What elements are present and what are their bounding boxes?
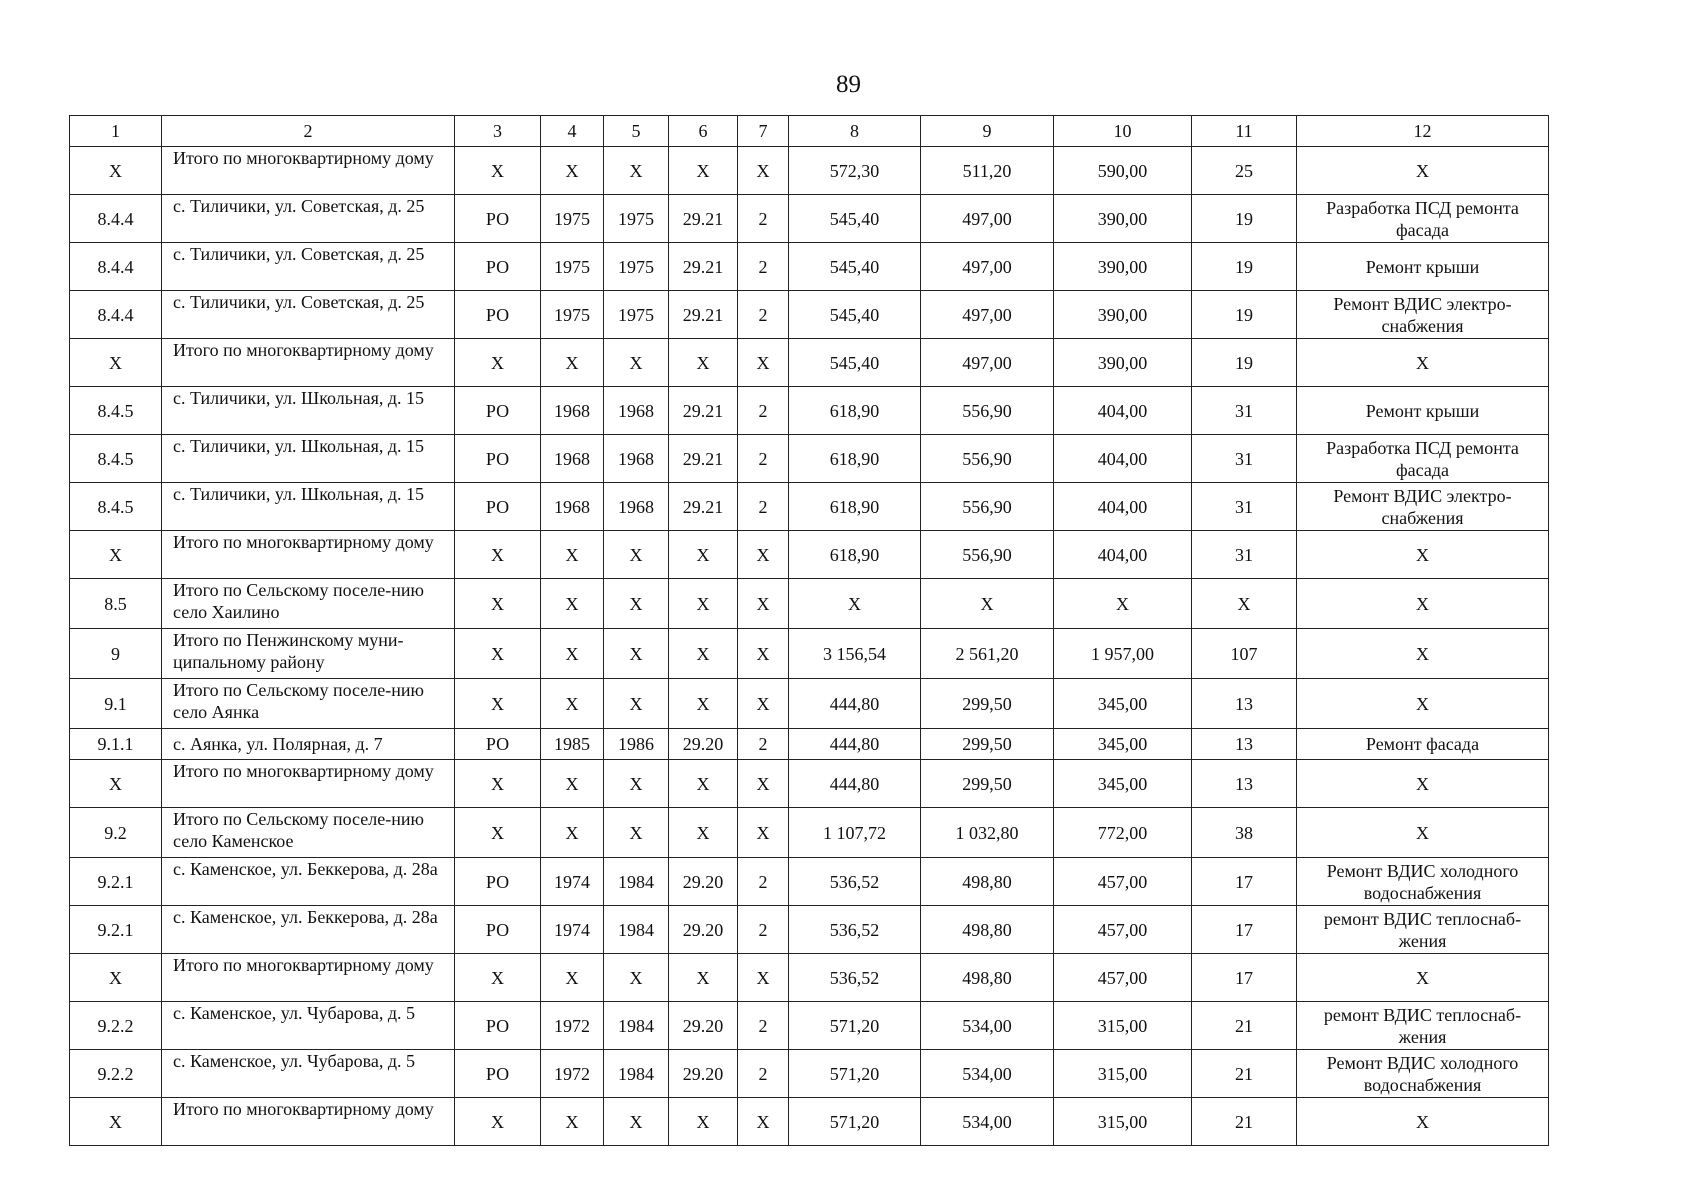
table-cell-col-6: Х: [669, 147, 738, 195]
table-cell-col-6: Х: [669, 679, 738, 729]
table-cell-col-4: 1975: [541, 243, 604, 291]
table-cell-col-10: 772,00: [1054, 808, 1192, 858]
table-cell-col-3: РО: [455, 291, 541, 339]
table-cell-col-7: 2: [738, 387, 789, 435]
table-cell-col-7: Х: [738, 629, 789, 679]
table-cell-col-2: Итого по многоквартирному дому: [162, 760, 455, 808]
table-cell-col-2: с. Тиличики, ул. Школьная, д. 15: [162, 483, 455, 531]
table-cell-col-1: 9.2: [70, 808, 162, 858]
header-cell-col-2: 2: [162, 116, 455, 147]
table-cell-col-10: 404,00: [1054, 387, 1192, 435]
table-cell-col-5: 1968: [604, 435, 669, 483]
table-cell-col-8: 572,30: [789, 147, 921, 195]
table-cell-col-12: Х: [1297, 954, 1549, 1002]
table-cell-col-10: 315,00: [1054, 1098, 1192, 1146]
table-cell-col-6: Х: [669, 954, 738, 1002]
table-cell-col-1: 8.4.5: [70, 483, 162, 531]
table-cell-col-1: 8.4.5: [70, 387, 162, 435]
table-cell-col-8: 571,20: [789, 1050, 921, 1098]
table-cell-col-5: Х: [604, 579, 669, 629]
table-row: [70, 906, 1549, 954]
table-cell-col-4: Х: [541, 954, 604, 1002]
table-cell-col-3: РО: [455, 195, 541, 243]
table-cell-col-9: 2 561,20: [921, 629, 1054, 679]
table-cell-col-1: 9.2.2: [70, 1050, 162, 1098]
table-cell-col-7: Х: [738, 760, 789, 808]
table-cell-col-4: Х: [541, 679, 604, 729]
table-cell-col-2: Итого по многоквартирному дому: [162, 1098, 455, 1146]
table-cell-col-5: 1986: [604, 729, 669, 760]
table-cell-col-11: 17: [1192, 858, 1297, 906]
table-cell-col-12: Ремонт ВДИС холодного водоснабжения: [1297, 858, 1549, 906]
table-cell-col-2: с. Тиличики, ул. Советская, д. 25: [162, 195, 455, 243]
table-cell-col-12: Ремонт крыши: [1297, 387, 1549, 435]
table-cell-col-2: Итого по многоквартирному дому: [162, 339, 455, 387]
table-cell-col-10: 404,00: [1054, 531, 1192, 579]
table-cell-col-9: 497,00: [921, 243, 1054, 291]
table-row: [70, 483, 1549, 531]
table-cell-col-7: Х: [738, 1098, 789, 1146]
table-cell-col-7: Х: [738, 679, 789, 729]
table-cell-col-5: 1984: [604, 858, 669, 906]
table-cell-col-4: 1974: [541, 906, 604, 954]
table-cell-col-8: 536,52: [789, 858, 921, 906]
table-cell-col-7: Х: [738, 531, 789, 579]
table-cell-col-2: Итого по Пенжинскому муни-ципальному району: [162, 629, 455, 679]
table-cell-col-4: 1975: [541, 195, 604, 243]
table-cell-col-8: 618,90: [789, 387, 921, 435]
table-cell-col-5: Х: [604, 531, 669, 579]
table-cell-col-12: Ремонт ВДИС холодного водоснабжения: [1297, 1050, 1549, 1098]
table-cell-col-10: 390,00: [1054, 243, 1192, 291]
table-cell-col-11: 17: [1192, 906, 1297, 954]
table-cell-col-6: 29.21: [669, 195, 738, 243]
table-cell-col-11: 13: [1192, 729, 1297, 760]
table-cell-col-1: 8.4.5: [70, 435, 162, 483]
table-cell-col-3: РО: [455, 483, 541, 531]
table-cell-col-6: 29.20: [669, 1050, 738, 1098]
table-cell-col-12: Ремонт ВДИС электро-снабжения: [1297, 483, 1549, 531]
table-cell-col-6: Х: [669, 760, 738, 808]
table-cell-col-6: 29.20: [669, 1002, 738, 1050]
table-row: [70, 195, 1549, 243]
table-cell-col-5: Х: [604, 760, 669, 808]
table-cell-col-12: Х: [1297, 760, 1549, 808]
table-row: [70, 387, 1549, 435]
table-cell-col-7: 2: [738, 1002, 789, 1050]
table-row: [70, 1002, 1549, 1050]
table-cell-col-4: Х: [541, 1098, 604, 1146]
table-cell-col-10: 345,00: [1054, 760, 1192, 808]
table-cell-col-8: 536,52: [789, 954, 921, 1002]
table-cell-col-3: Х: [455, 808, 541, 858]
table-cell-col-4: Х: [541, 147, 604, 195]
table-cell-col-5: 1984: [604, 1050, 669, 1098]
table-cell-col-12: ремонт ВДИС теплоснаб-жения: [1297, 906, 1549, 954]
header-cell-col-7: 7: [738, 116, 789, 147]
table-cell-col-3: РО: [455, 1002, 541, 1050]
table-cell-col-7: Х: [738, 147, 789, 195]
table-cell-col-9: 534,00: [921, 1050, 1054, 1098]
table-cell-col-3: РО: [455, 906, 541, 954]
table-cell-col-10: 315,00: [1054, 1050, 1192, 1098]
table-row: [70, 435, 1549, 483]
table-cell-col-12: Ремонт крыши: [1297, 243, 1549, 291]
table-cell-col-2: с. Тиличики, ул. Советская, д. 25: [162, 291, 455, 339]
table-cell-col-11: 19: [1192, 291, 1297, 339]
table-row: [70, 531, 1549, 579]
table-cell-col-9: 498,80: [921, 954, 1054, 1002]
table-cell-col-5: 1975: [604, 291, 669, 339]
table-cell-col-3: Х: [455, 760, 541, 808]
table-row: [70, 1098, 1549, 1146]
table-cell-col-4: 1974: [541, 858, 604, 906]
table-cell-col-7: Х: [738, 339, 789, 387]
table-cell-col-12: Х: [1297, 1098, 1549, 1146]
table-cell-col-9: 299,50: [921, 760, 1054, 808]
table-cell-col-12: Х: [1297, 629, 1549, 679]
table-cell-col-2: Итого по Сельскому поселе-нию село Аянка: [162, 679, 455, 729]
table-cell-col-10: 404,00: [1054, 483, 1192, 531]
table-cell-col-7: 2: [738, 195, 789, 243]
table-cell-col-11: 31: [1192, 483, 1297, 531]
table-cell-col-12: Х: [1297, 147, 1549, 195]
table-cell-col-10: 457,00: [1054, 954, 1192, 1002]
table-cell-col-6: Х: [669, 579, 738, 629]
table-cell-col-9: 556,90: [921, 435, 1054, 483]
table-cell-col-1: Х: [70, 339, 162, 387]
table-cell-col-9: 497,00: [921, 195, 1054, 243]
table-cell-col-10: 315,00: [1054, 1002, 1192, 1050]
table-cell-col-6: Х: [669, 531, 738, 579]
table-cell-col-12: Х: [1297, 679, 1549, 729]
table-cell-col-11: 21: [1192, 1098, 1297, 1146]
table-row: [70, 147, 1549, 195]
table-cell-col-10: 1 957,00: [1054, 629, 1192, 679]
table-cell-col-12: Ремонт ВДИС электро-снабжения: [1297, 291, 1549, 339]
table-cell-col-8: 571,20: [789, 1098, 921, 1146]
table-cell-col-6: 29.20: [669, 906, 738, 954]
table-cell-col-12: Разработка ПСД ремонта фасада: [1297, 435, 1549, 483]
table-cell-col-8: 1 107,72: [789, 808, 921, 858]
table-cell-col-7: 2: [738, 243, 789, 291]
table-cell-col-9: 299,50: [921, 729, 1054, 760]
table-cell-col-7: 2: [738, 729, 789, 760]
table-cell-col-11: 21: [1192, 1050, 1297, 1098]
table-cell-col-5: 1984: [604, 906, 669, 954]
table-cell-col-1: 8.5: [70, 579, 162, 629]
table-cell-col-10: 404,00: [1054, 435, 1192, 483]
table-cell-col-11: Х: [1192, 579, 1297, 629]
table-cell-col-11: 21: [1192, 1002, 1297, 1050]
table-cell-col-9: 556,90: [921, 531, 1054, 579]
table-cell-col-5: 1975: [604, 243, 669, 291]
table-cell-col-6: 29.21: [669, 387, 738, 435]
table-cell-col-7: 2: [738, 1050, 789, 1098]
table-cell-col-6: Х: [669, 1098, 738, 1146]
table-cell-col-9: 556,90: [921, 483, 1054, 531]
data-table: [69, 115, 1549, 1146]
table-cell-col-3: Х: [455, 1098, 541, 1146]
table-cell-col-12: Х: [1297, 339, 1549, 387]
table-cell-col-9: 1 032,80: [921, 808, 1054, 858]
table-cell-col-7: Х: [738, 579, 789, 629]
table-cell-col-9: 498,80: [921, 858, 1054, 906]
table-cell-col-2: с. Тиличики, ул. Школьная, д. 15: [162, 435, 455, 483]
table-cell-col-8: 545,40: [789, 339, 921, 387]
table-row: [70, 808, 1549, 858]
table-cell-col-1: Х: [70, 760, 162, 808]
header-cell-col-1: 1: [70, 116, 162, 147]
table-cell-col-8: 545,40: [789, 291, 921, 339]
table-cell-col-6: 29.21: [669, 483, 738, 531]
table-cell-col-2: Итого по многоквартирному дому: [162, 531, 455, 579]
table-row: [70, 579, 1549, 629]
table-cell-col-11: 13: [1192, 679, 1297, 729]
table-cell-col-10: 457,00: [1054, 858, 1192, 906]
table-cell-col-2: с. Тиличики, ул. Школьная, д. 15: [162, 387, 455, 435]
table-cell-col-3: Х: [455, 679, 541, 729]
table-cell-col-6: 29.20: [669, 858, 738, 906]
table-row: [70, 858, 1549, 906]
table-cell-col-11: 17: [1192, 954, 1297, 1002]
table-cell-col-10: Х: [1054, 579, 1192, 629]
table-cell-col-1: Х: [70, 954, 162, 1002]
table-cell-col-9: Х: [921, 579, 1054, 629]
table-cell-col-12: Х: [1297, 579, 1549, 629]
table-row: [70, 629, 1549, 679]
table-cell-col-1: 8.4.4: [70, 195, 162, 243]
table-cell-col-5: 1984: [604, 1002, 669, 1050]
table-cell-col-8: 536,52: [789, 906, 921, 954]
table-cell-col-3: Х: [455, 147, 541, 195]
table-cell-col-8: 618,90: [789, 483, 921, 531]
header-cell-col-9: 9: [921, 116, 1054, 147]
table-cell-col-2: Итого по многоквартирному дому: [162, 954, 455, 1002]
table-cell-col-11: 31: [1192, 531, 1297, 579]
table-cell-col-4: Х: [541, 808, 604, 858]
table-cell-col-8: 3 156,54: [789, 629, 921, 679]
table-cell-col-9: 498,80: [921, 906, 1054, 954]
header-cell-col-10: 10: [1054, 116, 1192, 147]
table-cell-col-1: 9: [70, 629, 162, 679]
table-cell-col-10: 457,00: [1054, 906, 1192, 954]
table-cell-col-1: Х: [70, 531, 162, 579]
table-cell-col-11: 19: [1192, 339, 1297, 387]
table-cell-col-3: РО: [455, 435, 541, 483]
table-row: [70, 243, 1549, 291]
header-cell-col-5: 5: [604, 116, 669, 147]
table-cell-col-8: 444,80: [789, 760, 921, 808]
table-cell-col-6: 29.21: [669, 435, 738, 483]
table-cell-col-12: Разработка ПСД ремонта фасада: [1297, 195, 1549, 243]
table-cell-col-4: 1972: [541, 1050, 604, 1098]
table-cell-col-6: Х: [669, 808, 738, 858]
table-cell-col-1: Х: [70, 1098, 162, 1146]
table-cell-col-1: 9.2.1: [70, 906, 162, 954]
table-cell-col-2: с. Каменское, ул. Чубарова, д. 5: [162, 1002, 455, 1050]
table-cell-col-7: 2: [738, 435, 789, 483]
table-row: [70, 954, 1549, 1002]
table-cell-col-4: 1968: [541, 435, 604, 483]
table-cell-col-4: Х: [541, 760, 604, 808]
table-cell-col-1: 8.4.4: [70, 291, 162, 339]
table-cell-col-5: Х: [604, 679, 669, 729]
table-cell-col-2: с. Каменское, ул. Беккерова, д. 28а: [162, 858, 455, 906]
table-cell-col-1: 9.1.1: [70, 729, 162, 760]
table-cell-col-10: 390,00: [1054, 195, 1192, 243]
table-cell-col-9: 497,00: [921, 291, 1054, 339]
table-cell-col-9: 534,00: [921, 1098, 1054, 1146]
table-row: [70, 291, 1549, 339]
table-cell-col-5: Х: [604, 339, 669, 387]
table-cell-col-10: 390,00: [1054, 291, 1192, 339]
table-cell-col-4: 1972: [541, 1002, 604, 1050]
table-cell-col-1: 9.1: [70, 679, 162, 729]
table-cell-col-5: 1968: [604, 387, 669, 435]
header-row: [70, 116, 1549, 147]
table-cell-col-4: 1968: [541, 483, 604, 531]
table-cell-col-7: Х: [738, 954, 789, 1002]
table-row: [70, 1050, 1549, 1098]
table-cell-col-7: 2: [738, 483, 789, 531]
table-cell-col-7: 2: [738, 291, 789, 339]
table-cell-col-4: Х: [541, 531, 604, 579]
table-cell-col-5: Х: [604, 954, 669, 1002]
table-cell-col-3: РО: [455, 387, 541, 435]
table-cell-col-6: Х: [669, 339, 738, 387]
table-cell-col-12: Х: [1297, 531, 1549, 579]
table-cell-col-9: 556,90: [921, 387, 1054, 435]
table-cell-col-3: РО: [455, 1050, 541, 1098]
table-cell-col-9: 299,50: [921, 679, 1054, 729]
table-cell-col-10: 345,00: [1054, 729, 1192, 760]
table-cell-col-9: 534,00: [921, 1002, 1054, 1050]
table-cell-col-4: 1968: [541, 387, 604, 435]
table-cell-col-10: 390,00: [1054, 339, 1192, 387]
table-cell-col-4: Х: [541, 339, 604, 387]
table-cell-col-6: Х: [669, 629, 738, 679]
table-body: [70, 116, 1549, 1146]
table-cell-col-5: Х: [604, 629, 669, 679]
table-cell-col-1: Х: [70, 147, 162, 195]
table-cell-col-12: Ремонт фасада: [1297, 729, 1549, 760]
header-cell-col-12: 12: [1297, 116, 1549, 147]
table-cell-col-3: РО: [455, 729, 541, 760]
table-cell-col-11: 19: [1192, 243, 1297, 291]
table-cell-col-9: 511,20: [921, 147, 1054, 195]
table-cell-col-10: 345,00: [1054, 679, 1192, 729]
table-cell-col-2: с. Аянка, ул. Полярная, д. 7: [162, 729, 455, 760]
header-cell-col-8: 8: [789, 116, 921, 147]
table-cell-col-12: ремонт ВДИС теплоснаб-жения: [1297, 1002, 1549, 1050]
table-cell-col-8: 545,40: [789, 195, 921, 243]
header-cell-col-4: 4: [541, 116, 604, 147]
header-cell-col-6: 6: [669, 116, 738, 147]
table-cell-col-3: Х: [455, 339, 541, 387]
table-cell-col-7: 2: [738, 858, 789, 906]
table-row: [70, 339, 1549, 387]
table-cell-col-4: 1985: [541, 729, 604, 760]
table-cell-col-3: Х: [455, 954, 541, 1002]
table-cell-col-2: Итого по Сельскому поселе-нию село Каменское: [162, 808, 455, 858]
table-cell-col-11: 31: [1192, 435, 1297, 483]
table-row: [70, 729, 1549, 760]
table-cell-col-5: 1975: [604, 195, 669, 243]
table-cell-col-11: 31: [1192, 387, 1297, 435]
table-cell-col-6: 29.21: [669, 243, 738, 291]
table-row: [70, 760, 1549, 808]
table-cell-col-1: 8.4.4: [70, 243, 162, 291]
table-cell-col-4: Х: [541, 579, 604, 629]
table-cell-col-3: Х: [455, 629, 541, 679]
table-cell-col-11: 38: [1192, 808, 1297, 858]
header-cell-col-11: 11: [1192, 116, 1297, 147]
table-cell-col-3: Х: [455, 531, 541, 579]
table-cell-col-6: 29.20: [669, 729, 738, 760]
table-cell-col-3: РО: [455, 858, 541, 906]
table-cell-col-8: 571,20: [789, 1002, 921, 1050]
table-cell-col-11: 13: [1192, 760, 1297, 808]
table-cell-col-2: с. Каменское, ул. Чубарова, д. 5: [162, 1050, 455, 1098]
table-cell-col-6: 29.21: [669, 291, 738, 339]
table-cell-col-10: 590,00: [1054, 147, 1192, 195]
table-cell-col-7: Х: [738, 808, 789, 858]
table-cell-col-8: 444,80: [789, 679, 921, 729]
table-cell-col-2: с. Тиличики, ул. Советская, д. 25: [162, 243, 455, 291]
table-cell-col-2: Итого по Сельскому поселе-нию село Хаилино: [162, 579, 455, 629]
table-cell-col-5: Х: [604, 147, 669, 195]
table-cell-col-8: 444,80: [789, 729, 921, 760]
table-cell-col-2: Итого по многоквартирному дому: [162, 147, 455, 195]
table-cell-col-11: 19: [1192, 195, 1297, 243]
table-cell-col-1: 9.2.1: [70, 858, 162, 906]
page-number: 89: [836, 71, 861, 98]
table-cell-col-12: Х: [1297, 808, 1549, 858]
table-cell-col-5: Х: [604, 808, 669, 858]
table-cell-col-4: Х: [541, 629, 604, 679]
table-cell-col-3: РО: [455, 243, 541, 291]
table-cell-col-3: Х: [455, 579, 541, 629]
table-row: [70, 679, 1549, 729]
table-cell-col-8: 618,90: [789, 435, 921, 483]
table-cell-col-1: 9.2.2: [70, 1002, 162, 1050]
table-cell-col-8: Х: [789, 579, 921, 629]
table-cell-col-11: 107: [1192, 629, 1297, 679]
header-cell-col-3: 3: [455, 116, 541, 147]
table-cell-col-9: 497,00: [921, 339, 1054, 387]
table-cell-col-2: с. Каменское, ул. Беккерова, д. 28а: [162, 906, 455, 954]
table-cell-col-8: 618,90: [789, 531, 921, 579]
table-cell-col-8: 545,40: [789, 243, 921, 291]
table-cell-col-5: Х: [604, 1098, 669, 1146]
table-cell-col-11: 25: [1192, 147, 1297, 195]
table-cell-col-7: 2: [738, 906, 789, 954]
table-cell-col-5: 1968: [604, 483, 669, 531]
table-cell-col-4: 1975: [541, 291, 604, 339]
